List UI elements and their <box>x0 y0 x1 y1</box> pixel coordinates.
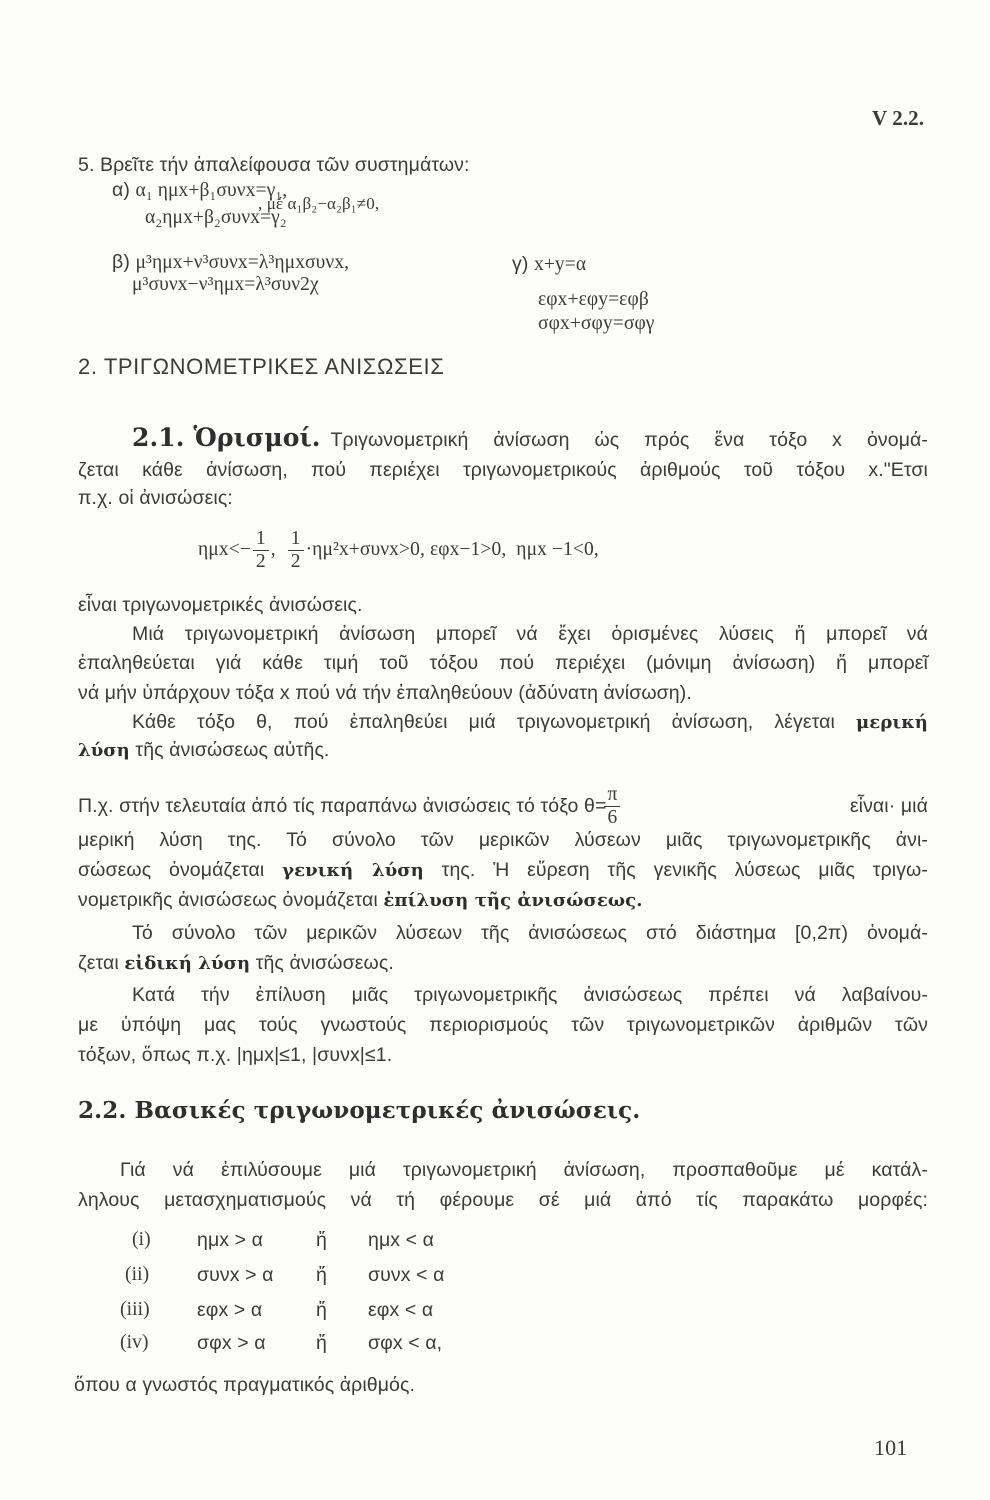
text: τῆς ἀνισώσεως αὐτῆς. <box>135 739 330 761</box>
form-left: σφx > α <box>197 1332 266 1354</box>
section-title: 2.1. Ὁρισμοί. <box>132 423 321 452</box>
label-a: α) <box>112 179 130 201</box>
exercise-a-condition: , μέ α₁β₂−α₂β₁≠0, <box>258 194 380 213</box>
example-formula <box>198 522 599 578</box>
paragraph-line: με ὑπόψη μας τούς γνωστούς περιορισμούς τῶν τριγωνομετρικῶν ἀριθμῶν τῶν <box>78 1014 928 1036</box>
exercise-text: Βρεῖτε τήν ἀπαλείφουσα τῶν συστημάτων: <box>100 154 470 176</box>
equation: μ³ημx+ν³συνx=λ³ημxσυνx, <box>135 252 350 273</box>
denominator: 2 <box>255 551 266 573</box>
denominator: 6 <box>607 806 618 828</box>
numerator: π <box>604 784 620 807</box>
section-2-1-first-line <box>132 423 928 452</box>
form-number: (iii) <box>120 1299 150 1320</box>
term-bold: λύση <box>78 740 130 761</box>
fraction <box>288 528 304 573</box>
text: ζεται <box>78 952 119 974</box>
paragraph-line: Κατά τήν ἐπίλυση μιᾶς τριγωνομετρικῆς ἀνισώσεως πρέπει νά λαβαίνου- <box>132 984 928 1006</box>
exercise-b-eq1 <box>112 250 349 275</box>
page-number: 101 <box>874 1435 908 1460</box>
formula-part: εφx−1>0, <box>429 539 507 560</box>
term-bold: εἰδική λύση <box>124 953 251 974</box>
paragraph-line: μερική λύση της. Τό σύνολο τῶν μερικῶν λύσεων μιᾶς τριγωνομετρικῆς ἀνι- <box>78 829 928 851</box>
text: σώσεως ὀνομάζεται <box>78 859 265 881</box>
chapter-heading: 2. ΤΡΙΓΩΝΟΜΕΤΡΙΚΕΣ ΑΝΙΣΩΣΕΙΣ <box>78 354 445 379</box>
exercise-c-eq1 <box>512 252 586 277</box>
paragraph-line: Τριγωνομετρική ἀνίσωση ὡς πρός ἕνα τόξο x ὀνομά- <box>330 429 928 451</box>
text: Κάθε τόξο θ, πού ἐπαληθεύει μιά τριγωνομετρική ἀνίσωση, λέγεται <box>132 711 835 733</box>
label-b: β) <box>112 251 130 273</box>
paragraph-line <box>78 888 643 913</box>
form-right: ημx < α <box>368 1229 435 1251</box>
form-number: (ii) <box>125 1264 150 1285</box>
exercise-c-eq2: εφx+εφy=εφβ <box>538 289 649 310</box>
paragraph-line <box>78 951 394 976</box>
exercise-intro <box>78 153 470 177</box>
paragraph-line <box>78 738 329 763</box>
paragraph-line: Γιά νά ἐπιλύσουμε μιά τριγωνομετρική ἀνίσωση, προσπαθοῦμε μέ κατάλ- <box>120 1159 928 1181</box>
paragraph-line: Τό σύνολο τῶν μερικῶν λύσεων τῆς ἀνισώσεως στό διάστημα [0,2π) ὀνομά- <box>132 922 928 944</box>
paragraph-line: ἐπαληθεύεται γιά κάθε τιμή τοῦ τόξου πού περιέχει (μόνιμη ἀνίσωση) ἤ μπορεῖ <box>78 652 928 674</box>
term-bold: μερική <box>856 712 928 733</box>
formula-part: ·ημ²x+συνx>0, <box>305 539 425 560</box>
form-or: ἤ <box>316 1229 327 1251</box>
form-right: σφx < α, <box>368 1332 443 1354</box>
term-bold: γενική λύση <box>282 860 424 881</box>
paragraph-line: νά μήν ὑπάρχουν τόξα x πού νά τήν ἐπαληθεύουν (ἀδύνατη ἀνίσωση). <box>78 682 692 704</box>
paragraph-line: εἶναι τριγωνομετρικές ἀνισώσεις. <box>78 594 363 616</box>
form-right: εφx < α <box>368 1299 434 1321</box>
text: της. Ἡ εὕρεση τῆς γενικῆς λύσεως μιᾶς τριγω- <box>441 859 928 881</box>
label-c: γ) <box>512 253 529 275</box>
form-or: ἤ <box>316 1332 327 1354</box>
form-left: συνx > α <box>197 1264 274 1286</box>
formula-part: , <box>270 539 276 560</box>
form-or: ἤ <box>316 1299 327 1321</box>
paragraph-line: Μιά τριγωνομετρική ἀνίσωση μπορεῖ νά ἔχει ὁρισμένες λύσεις ἤ μπορεῖ νά <box>132 623 928 645</box>
form-number: (i) <box>132 1229 151 1250</box>
form-or: ἤ <box>316 1264 327 1286</box>
exercise-a-eq2: α₂ημx+β₂συνx=γ₂ <box>145 207 287 228</box>
text: τῆς ἀνισώσεως. <box>255 952 394 974</box>
form-left: εφx > α <box>197 1299 263 1321</box>
text: νομετρικῆς ἀνισώσεως ὀνομάζεται <box>78 889 378 911</box>
paragraph-line: π.χ. οἱ ἀνισώσεις: <box>78 487 233 509</box>
term-bold: ἐπίλυση τῆς ἀνισώσεως. <box>383 890 643 911</box>
fraction <box>604 784 620 829</box>
exercise-b-eq2: μ³συνx−ν³ημx=λ³συν2χ <box>132 274 319 295</box>
formula-part: ημx −1<0, <box>516 539 599 560</box>
numerator: 1 <box>288 528 304 551</box>
fraction <box>253 528 269 573</box>
text: εἶναι· μιά <box>849 795 928 817</box>
denominator: 2 <box>290 551 301 573</box>
exercise-number: 5. <box>78 154 95 176</box>
closing-line: ὅπου α γνωστός πραγματικός ἀριθμός. <box>74 1374 415 1396</box>
paragraph-line: ληλους μετασχηματισμούς νά τή φέρουμε σέ μιά ἀπό τίς παρακάτω μορφές: <box>78 1189 928 1211</box>
equation: x+y=α <box>533 254 587 275</box>
section-2-2-title: 2.2. Βασικές τριγωνομετρικές ἀνισώσεις. <box>78 1097 641 1124</box>
exercise-c-eq3: σφx+σφy=σφγ <box>538 313 655 334</box>
paragraph-line <box>78 858 928 883</box>
paragraph-line: ζεται κάθε ἀνίσωση, πού περιέχει τριγωνομετρικούς ἀριθμούς τοῦ τόξου x."Ετσι <box>78 459 928 481</box>
paragraph-line <box>132 710 928 735</box>
form-right: συνx < α <box>368 1264 445 1286</box>
paragraph-line <box>78 780 928 832</box>
formula-part: ημx<− <box>198 539 251 560</box>
paragraph-line: τόξων, ὅπως π.χ. |ημx|≤1, |συνx|≤1. <box>78 1044 393 1066</box>
section-reference: V 2.2. <box>872 106 925 130</box>
numerator: 1 <box>253 528 269 551</box>
text: Π.χ. στήν τελευταία ἀπό τίς παραπάνω ἀνισώσεις τό τόξο θ= <box>78 795 607 817</box>
equation: α₁ ημx+β₁συνx=γ₁, <box>135 180 288 201</box>
form-number: (iv) <box>120 1332 149 1353</box>
form-left: ημx > α <box>197 1229 264 1251</box>
